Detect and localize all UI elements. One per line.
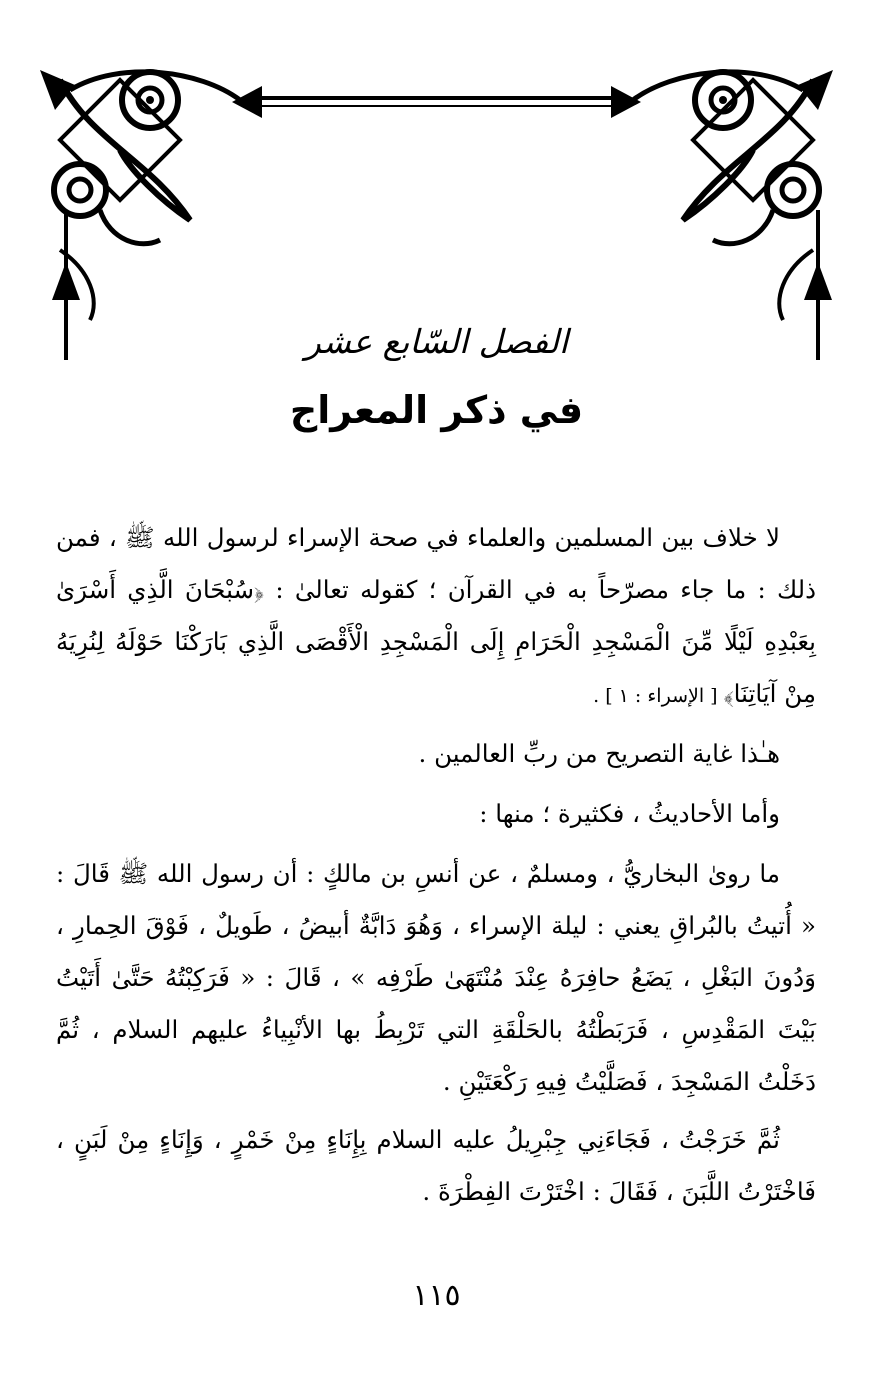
verse-reference: [ الإسراء : ١ ] . (593, 685, 724, 707)
chapter-title: في ذكر المعراج (289, 388, 584, 432)
body-text (56, 512, 816, 1224)
paragraph: هـٰذا غاية التصريح من ربِّ العالمين . (418, 739, 780, 768)
chapter-label: الفصل السّابع عشر (304, 322, 569, 361)
paragraph-text: لا خلاف بين المسلمين والعلماء في صحة الإسراء لرسول الله ﷺ ، فمن ذلك : ما جاء مصرّحاً به في القرآن ؛ كقوله تعالىٰ : (56, 523, 816, 604)
quran-verse: ﴿سُبْحَانَ الَّذِي أَسْرَىٰ بِعَبْدِهِ لَيْلًا مِّنَ الْمَسْجِدِ الْحَرَامِ إِلَى الْمَسْجِدِ الْأَقْصَى الَّذِي بَارَكْنَا حَوْلَهُ لِنُرِيَهُ مِنْ آيَاتِنَا﴾ (56, 575, 816, 708)
paragraph (56, 512, 816, 722)
page-number: ١١٥ (412, 1278, 461, 1313)
paragraph: ثُمَّ خَرَجْتُ ، فَجَاءَنِي جِبْرِيلُ عليه السلام بِإِنَاءٍ مِنْ خَمْرٍ ، وَإِنَاءٍ مِنْ لَبَنٍ ، فَاخْتَرْتُ اللَّبَنَ ، فَقَالَ : اخْتَرْتَ الفِطْرَةَ . (56, 1125, 816, 1206)
paragraph: ما روىٰ البخاريُّ ، ومسلمٌ ، عن أنسِ بن مالكٍ : أن رسول الله ﷺ قَالَ : « أُتيتُ بالبُراقِ يعني : ليلة الإسراء ، وَهُوَ دَابَّةٌ أبيضُ ، طَويلٌ ، فَوْقَ الحِمارِ ، وَدُونَ البَغْلِ ، يَضَعُ حافِرَهُ عِنْدَ مُنْتَهَىٰ طَرْفِه » ، قَالَ : « فَرَكِبْتُهُ حَتَّىٰ أَتَيْتُ بَيْتَ المَقْدِسِ ، فَرَبَطْتُهُ بالحَلْقَةِ التي تَرْبِطُ بها الأنْبِياءُ عليهم السلام ، ثُمَّ دَخَلْتُ المَسْجِدَ ، فَصَلَّيْتُ فِيهِ رَكْعَتَيْنِ . (56, 859, 816, 1096)
paragraph: وأما الأحاديثُ ، فكثيرة ؛ منها : (479, 799, 780, 828)
